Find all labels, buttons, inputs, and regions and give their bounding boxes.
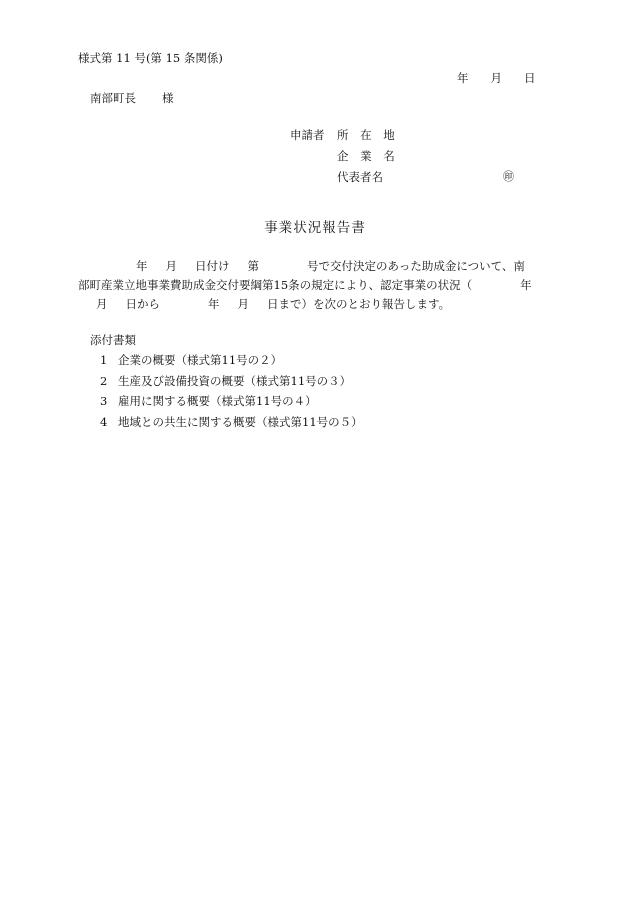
applicant-label: 申請者 bbox=[290, 128, 325, 142]
date-day: 日 bbox=[524, 71, 536, 85]
report-body bbox=[78, 257, 550, 314]
body-line-3: 月 日から 年 月 日まで）を次のとおり報告します。 bbox=[96, 297, 451, 311]
date-month: 月 bbox=[490, 71, 502, 85]
list-item: 2 生産及び設備投資の概要（様式第11号の３） bbox=[100, 373, 352, 388]
list-item: 4 地域との共生に関する概要（様式第11号の５） bbox=[100, 414, 363, 429]
attachments-list bbox=[100, 352, 363, 434]
address-label: 所 在 地 bbox=[337, 128, 399, 142]
document-title: 事業状況報告書 bbox=[264, 220, 366, 236]
date-line bbox=[457, 70, 536, 86]
list-item: 3 雇用に関する概要（様式第11号の４） bbox=[100, 394, 317, 408]
body-line-1: 年 月 日付け 第 号で交付決定のあった助成金について、南 bbox=[136, 259, 525, 273]
body-line-2: 部町産業立地事業費助成金交付要綱第15条の規定により、認定事業の状況（ 年 bbox=[78, 278, 532, 292]
addressee-honorific: 様 bbox=[162, 91, 174, 105]
attachments-heading: 添付書類 bbox=[90, 333, 136, 347]
seal-mark: ㊞ bbox=[503, 170, 514, 183]
list-item: 1 企業の概要（様式第11号の２） bbox=[100, 353, 283, 367]
applicant-block bbox=[290, 127, 514, 190]
addressee-name: 南部町長 bbox=[90, 91, 136, 105]
company-label: 企 業 名 bbox=[337, 149, 399, 163]
date-year: 年 bbox=[457, 71, 469, 85]
addressee bbox=[90, 90, 174, 106]
form-number: 様式第 11 号(第 15 条関係) bbox=[78, 51, 223, 65]
representative-label: 代表者名 bbox=[337, 170, 383, 184]
